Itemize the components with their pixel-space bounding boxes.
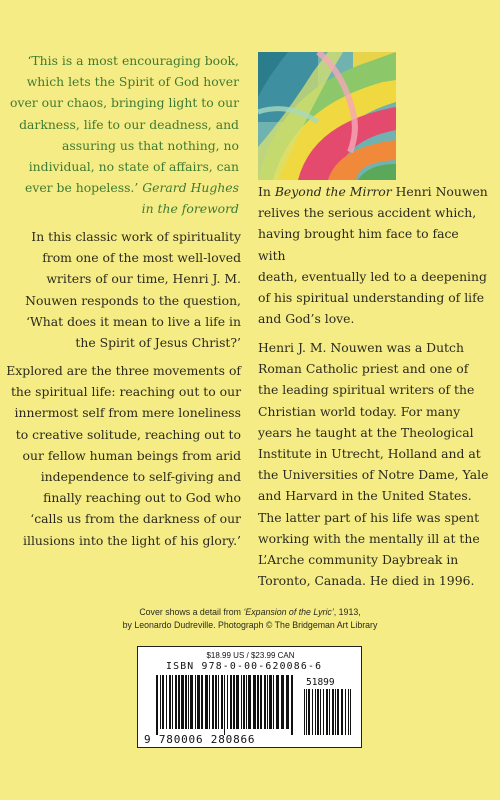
book-title: Beyond the Mirror [274, 184, 392, 199]
text-line: from one of the most well-loved [42, 250, 241, 266]
price-text: $18.99 US / $23.99 CAN [206, 651, 295, 660]
quote-line: which lets the Spirit of God hover [26, 74, 239, 90]
cover-art-detail [258, 52, 396, 180]
cover-credit [0, 606, 500, 632]
text-line: years he taught at the Theological [258, 424, 474, 440]
text-line: innermost self from mere loneliness [14, 405, 241, 421]
text-line: ‘What does it mean to live a life in [26, 313, 241, 329]
text-line: The latter part of his life was spent [258, 509, 480, 525]
ean-digits: 9 780006 280866 [144, 733, 256, 746]
quote-line: assuring us that nothing, no [62, 137, 239, 153]
themes-paragraph [0, 360, 241, 551]
painting-image [258, 52, 396, 180]
text-line: death, eventually led to a deepening [258, 268, 487, 284]
text-line: the Universities of Notre Dame, Yale [258, 467, 489, 483]
text-line: illusions into the light of his glory.’ [23, 532, 241, 548]
text-line: the leading spiritual writers of the [258, 382, 475, 398]
text-line: Nouwen responds to the question, [25, 292, 241, 308]
text-rest: Henri Nouwen [391, 184, 488, 199]
text-line: Toronto, Canada. He died in 1996. [258, 573, 475, 589]
text-line: In this classic work of spirituality [31, 229, 241, 244]
text-line: Christian world today. For many [258, 403, 461, 419]
text-line: ‘calls us from the darkness of our [30, 511, 241, 527]
text-prefix: In [258, 184, 275, 199]
text-line: our fellow human beings from arid [22, 447, 241, 463]
text-line: and Harvard in the United States. [258, 488, 472, 504]
credit-suffix: , 1913, [333, 607, 361, 617]
quote-attribution-role: in the foreword [141, 201, 239, 217]
text-line: the spiritual life: reaching out to our [10, 384, 241, 400]
text-line: Henri J. M. Nouwen was a Dutch [258, 340, 464, 355]
credit-prefix: Cover shows a detail from [139, 607, 244, 617]
author-bio-paragraph [258, 337, 490, 591]
text-line: Explored are the three movements of [6, 363, 241, 378]
text-line: having brought him face to face with [258, 226, 459, 263]
quote-line: over our chaos, bringing light to our [10, 95, 239, 111]
text-line: to creative solitude, reaching out to [15, 426, 241, 442]
quote-line: darkness, life to our deadness, and [19, 116, 239, 132]
text-line: Roman Catholic priest and one of [258, 361, 469, 377]
endorsement-quote [0, 50, 239, 220]
text-line: L’Arche community Daybreak in [258, 552, 459, 568]
credit-line: by Leonardo Dudreville. Photograph © The Bridgeman Art Library [122, 620, 378, 630]
credit-artwork-title: ‘Expansion of the Lyric’ [243, 607, 334, 617]
credit-line [0, 606, 500, 619]
isbn-text: ISBN 978-0-00-620086-6 [166, 661, 323, 672]
quote-end-text: ever be hopeless.’ [24, 180, 139, 196]
quote-line: ‘This is a most encouraging book, [27, 53, 239, 68]
addon-code: 51899 [306, 677, 335, 688]
text-line: finally reaching out to God who [43, 490, 241, 506]
text-line: and God’s love. [258, 311, 355, 327]
text-line [258, 181, 490, 202]
text-line: working with the mentally ill at the [258, 530, 480, 546]
book-description-paragraph [258, 181, 490, 329]
text-line: Institute in Utrecht, Holland and at [258, 446, 481, 462]
text-line: independence to self-giving and [40, 469, 241, 485]
text-line: relives the serious accident which, [258, 205, 477, 221]
barcode-label [137, 646, 362, 748]
quote-line-last [0, 177, 239, 198]
quote-line: individual, no state of affairs, can [28, 159, 239, 175]
summary-paragraph [0, 226, 241, 353]
text-line: the Spirit of Jesus Christ?’ [75, 335, 241, 351]
text-line: writers of our time, Henri J. M. [46, 271, 241, 287]
text-line: of his spiritual understanding of life [258, 290, 485, 306]
quote-attribution-name: Gerard Hughes [142, 180, 239, 196]
